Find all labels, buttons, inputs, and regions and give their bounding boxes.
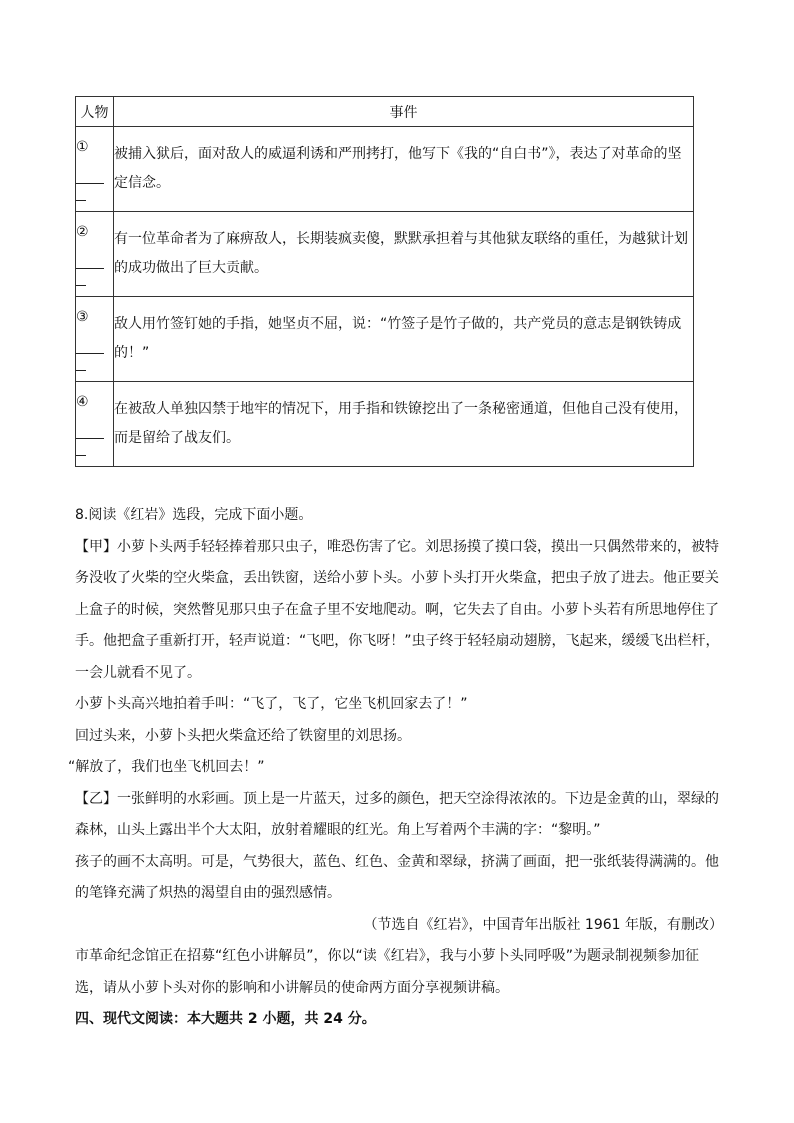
row-marker: ② <box>76 224 89 240</box>
fill-in-blank <box>76 412 104 439</box>
event-text: 敌人用竹签钉她的手指，她坚贞不屈，说：“竹签子是竹子做的，共产党员的意志是钢铁铸成的！” <box>114 297 694 382</box>
fill-in-blank-tail <box>76 439 86 456</box>
section-heading: 四、现代文阅读：本大题共 2 小题，共 24 分。 <box>75 1011 376 1027</box>
person-blank-cell <box>76 297 114 382</box>
excerpt-source: （节选自《红岩》，中国青年出版社 1961 年版，有删改） <box>363 916 723 933</box>
table-header-row <box>76 97 694 127</box>
event-text: 被捕入狱后，面对敌人的威逼利诱和严刑拷打，他写下《我的“自白书”》，表达了对革命的坚定信念。 <box>114 127 694 212</box>
event-text: 在被敌人单独囚禁于地牢的情况下，用手指和铁镣挖出了一条秘密通道，但他自己没有使用，而是留给了战友们。 <box>114 382 694 467</box>
person-blank-cell <box>76 127 114 212</box>
person-blank-cell <box>76 382 114 467</box>
table-row <box>76 212 694 297</box>
fill-in-blank-tail <box>76 269 86 286</box>
person-event-table <box>75 96 694 467</box>
fill-in-blank-tail <box>76 184 86 201</box>
fill-in-blank-tail <box>76 354 86 371</box>
excerpt-yi-paragraph: 孩子的画不太高明。可是，气势很大，蓝色、红色、金黄和翠绿，挤满了画面，把一张纸装得满满的。他的笔锋充满了炽热的渴望自由的强烈感情。 <box>75 853 719 901</box>
table-row <box>76 382 694 467</box>
table-row <box>76 127 694 212</box>
question-title: 8.阅读《红岩》选段，完成下面小题。 <box>75 507 313 523</box>
excerpt-jia-paragraph: “解放了，我们也坐飞机回去！” <box>68 759 265 775</box>
event-text: 有一位革命者为了麻痹敌人，长期装疯卖傻，默默承担着与其他狱友联络的重任，为越狱计划的成功做出了巨大贡献。 <box>114 212 694 297</box>
excerpt-jia-paragraph: 回过头来，小萝卜头把火柴盒还给了铁窗里的刘思扬。 <box>75 727 411 744</box>
excerpt-jia-paragraph: 【甲】小萝卜头两手轻轻捧着那只虫子，唯恐伤害了它。刘思扬摸了摸口袋，摸出一只偶然带来的，被特务没收了火柴的空火柴盒，丢出铁窗，送给小萝卜头。小萝卜头打开火柴盒，把虫子放了进去。他正要关上盒子的时候，突然瞥见那只虫子在盒子里不安地爬动。啊，它失去了自由。小萝卜头若有所思地停住了手。他把盒子重新打开，轻声说道：“飞吧，你飞呀！”虫子终于轻轻扇动翅膀，飞起来，缓缓飞出栏杆，一会儿就看不见了。 <box>75 538 720 681</box>
excerpt-jia-paragraph: 小萝卜头高兴地拍着手叫：“飞了，飞了，它坐飞机回家去了！” <box>75 696 468 712</box>
question-8-block <box>68 500 723 1036</box>
header-person: 人物 <box>76 97 114 127</box>
fill-in-blank <box>76 327 104 354</box>
fill-in-blank <box>76 242 104 269</box>
person-blank-cell <box>76 212 114 297</box>
row-marker: ① <box>76 139 89 155</box>
table-row <box>76 297 694 382</box>
fill-in-blank <box>76 157 104 184</box>
row-marker: ③ <box>76 309 89 325</box>
excerpt-yi-paragraph: 【乙】一张鲜明的水彩画。顶上是一片蓝天，过多的颜色，把天空涂得浓浓的。下边是金黄的山，翠绿的森林，山头上露出半个大太阳，放射着耀眼的红光。角上写着两个丰满的字：“黎明。” <box>75 790 719 838</box>
header-event: 事件 <box>114 97 694 127</box>
question-task: 市革命纪念馆正在招募“红色小讲解员”，你以“读《红岩》，我与小萝卜头同呼吸”为题录制视频参加征选，请从小萝卜头对你的影响和小讲解员的使命两方面分享视频讲稿。 <box>75 948 700 996</box>
row-marker: ④ <box>76 394 89 410</box>
